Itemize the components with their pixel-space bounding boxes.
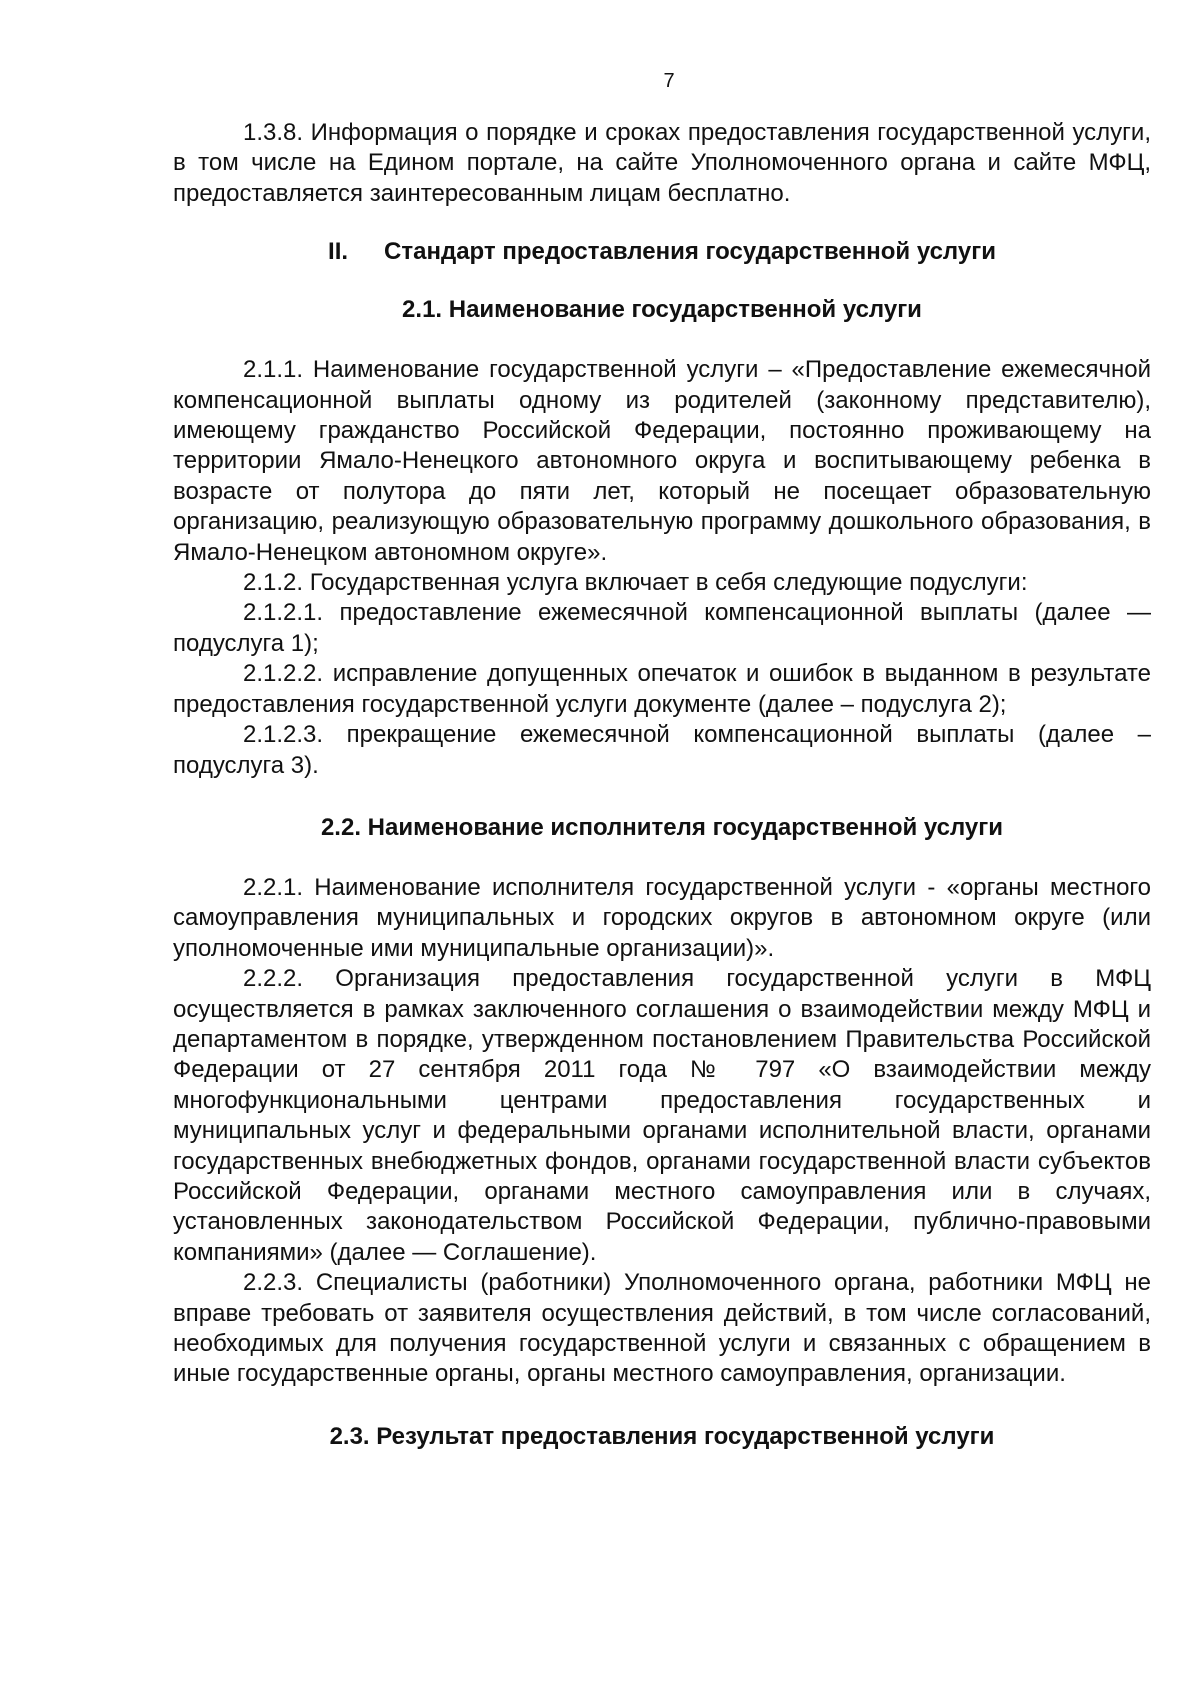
paragraph-1-3-8: 1.3.8. Информация о порядке и сроках предоставления государственной услуги, в том числе на Едином портале, на сайте Уполномоченного органа и сайте МФЦ, предоставляется заинтересованным лицам бесплатно. — [173, 119, 1151, 207]
page-number: 7 — [663, 70, 675, 92]
paragraph-2-1-2-2: 2.1.2.2. исправление допущенных опечаток и ошибок в выданном в результате предоставления государственной услуги документе (далее – подуслуга 2); — [173, 660, 1151, 718]
paragraph-2-1-2-3: 2.1.2.3. прекращение ежемесячной компенсационной выплаты (далее – подуслуга 3). — [173, 721, 1151, 779]
paragraph-2-1-2: 2.1.2. Государственная услуга включает в себя следующие подуслуги: — [243, 569, 1028, 597]
section-numeral: II. — [328, 238, 349, 266]
paragraph-2-2-1: 2.2.1. Наименование исполнителя государственной услуги - «органы местного самоуправления муниципальных и городских округов в автономном округе (или уполномоченные ими муниципальные организации)». — [173, 873, 1151, 962]
paragraph-2-1-2-1: 2.1.2.1. предоставление ежемесячной компенсационной выплаты (далее — подуслуга 1); — [173, 599, 1151, 657]
paragraph-2-2-3: 2.2.3. Специалисты (работники) Уполномоченного органа, работники МФЦ не вправе требовать от заявителя осуществления действий, в том числе согласований, необходимых для получения государственной услуги и связанных с обращением в иные государственные органы, органы местного самоуправления, организации. — [173, 1269, 1151, 1388]
paragraph-2-2-2: 2.2.2. Организация предоставления государственной услуги в МФЦ осуществляется в рамках заключенного соглашения о взаимодействии между МФЦ и департаментом в порядке, утвержденном постановлением Правительства Российской Федерации от 27 сентября 2011 года № 797 «О взаимодействии между многофункциональными центрами предоставления государственных и муниципальных услуг и федеральными органами исполнительной власти, органами государственных внебюджетных фондов, органами государственной власти субъектов Российской Федерации, органами местного самоуправления или в случаях, установленных законодательством Российской Федерации, публично-правовыми компаниями» (далее — Соглашение). — [173, 965, 1151, 1266]
subsection-heading-2-3: 2.3. Результат предоставления государственной услуги — [329, 1422, 995, 1450]
subsection-heading-2-2: 2.2. Наименование исполнителя государственной услуги — [320, 813, 1004, 841]
document-page — [173, 60, 1151, 1482]
section-title: Стандарт предоставления государственной услуги — [384, 238, 996, 266]
section-heading-2 — [173, 237, 1151, 267]
subsection-heading-2-1: 2.1. Наименование государственной услуги — [402, 296, 922, 324]
paragraph-2-1-1: 2.1.1. Наименование государственной услуги – «Предоставление ежемесячной компенсационной выплаты одному из родителей (законному представителю), имеющему гражданство Российской Федерации, постоянно проживающему на территории Ямало-Ненецкого автономного округа и воспитывающему ребенка в возрасте от полутора до пяти лет, который не посещает образовательную организацию, реализующую образовательную программу дошкольного образования, в Ямало-Ненецком автономном округе». — [173, 356, 1151, 566]
